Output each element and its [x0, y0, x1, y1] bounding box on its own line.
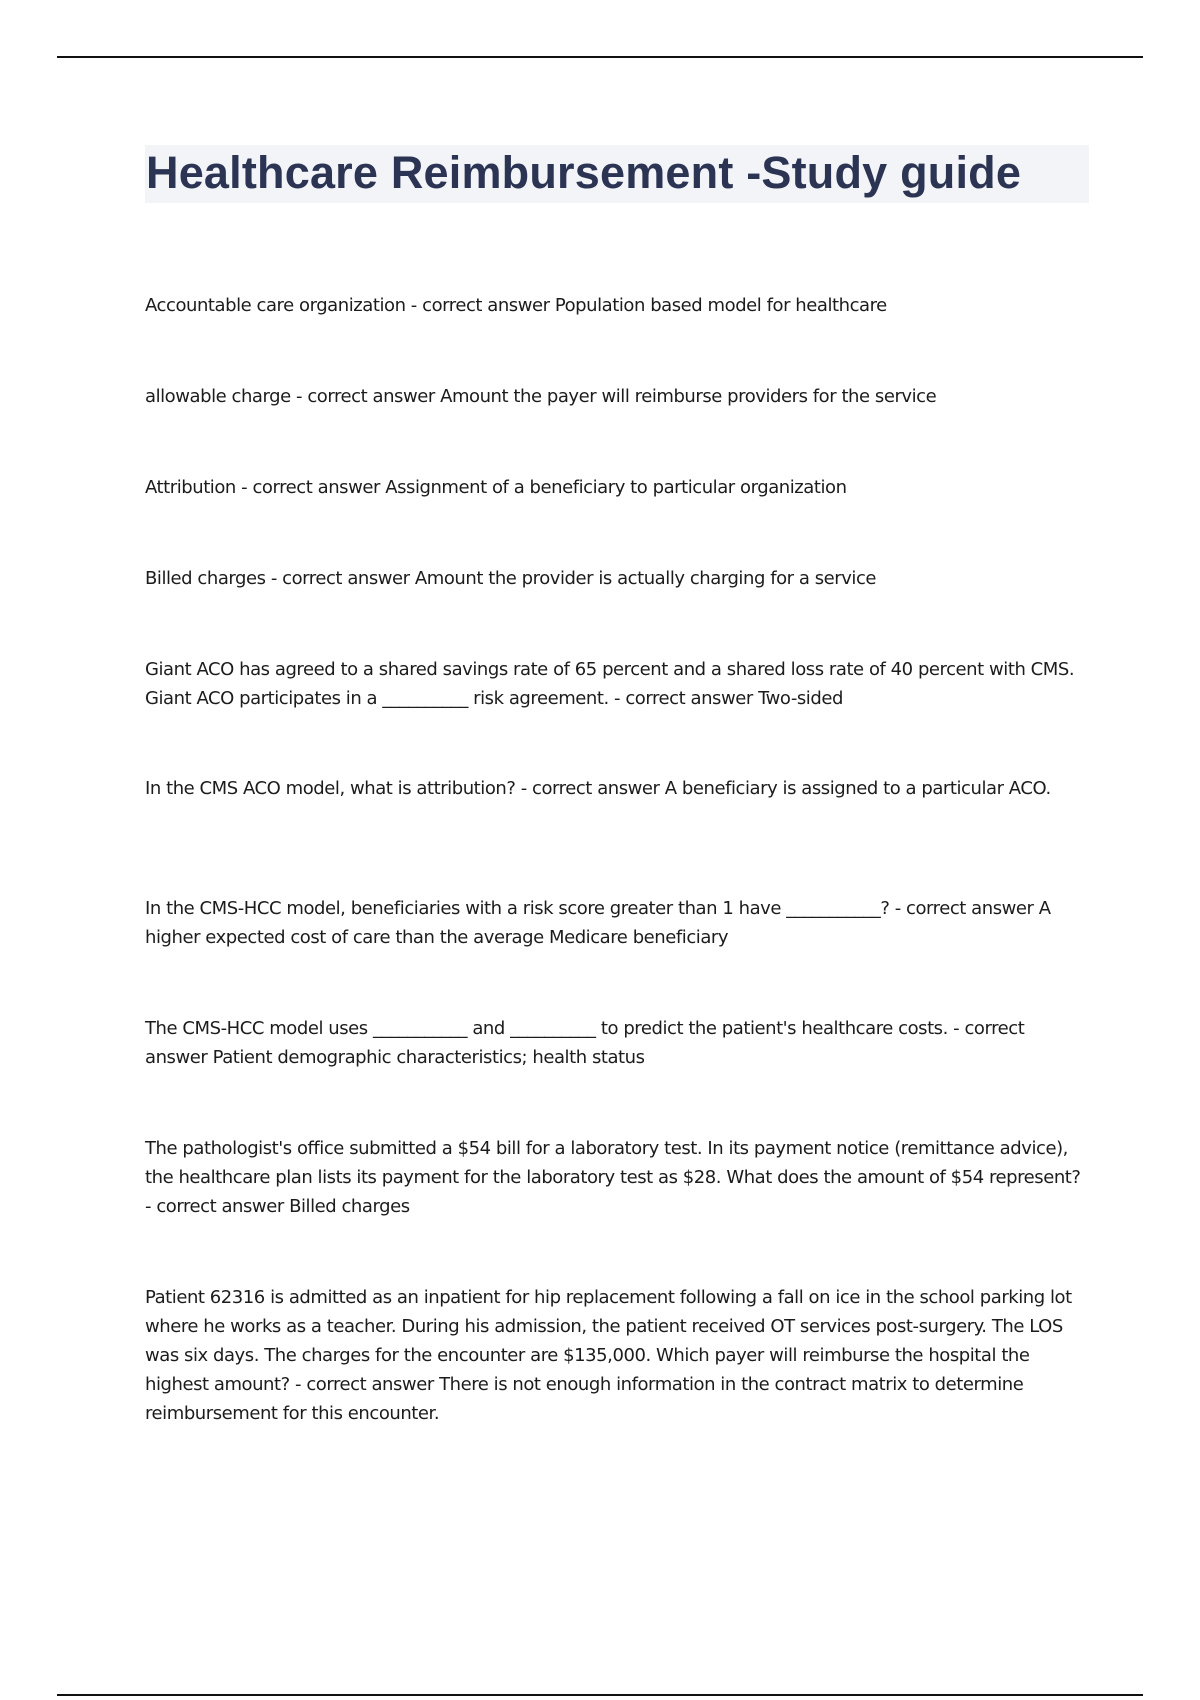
- qa-answer: Billed charges: [289, 1196, 410, 1217]
- qa-answer: Two-sided: [758, 688, 843, 709]
- qa-item: [145, 382, 1090, 411]
- qa-answer: Amount the payer will reimburse providers for the service: [440, 386, 937, 407]
- qa-separator: - correct answer: [608, 688, 759, 709]
- qa-answer: A higher expected cost of care than the average Medicare beneficiary: [145, 898, 1051, 948]
- page-title: Healthcare Reimbursement -Study guide: [146, 147, 1022, 198]
- qa-answer: Population based model for healthcare: [554, 295, 887, 316]
- qa-item: [145, 774, 1090, 803]
- qa-question: allowable charge: [145, 386, 291, 407]
- qa-separator: - correct answer: [889, 898, 1039, 919]
- qa-question: The CMS-HCC model uses ___________ and __________ to predict the patient's healthcare costs.: [145, 1018, 948, 1039]
- qa-item: [145, 1283, 1090, 1428]
- qa-answer: Assignment of a beneficiary to particular organization: [385, 477, 847, 498]
- qa-separator: - correct answer: [289, 1374, 440, 1395]
- qa-item: [145, 564, 1090, 593]
- qa-separator: - correct answer: [405, 295, 555, 316]
- qa-answer: Patient demographic characteristics; health status: [212, 1047, 645, 1068]
- qa-answer: Amount the provider is actually charging for a service: [414, 568, 877, 589]
- qa-question: In the CMS-HCC model, beneficiaries with a risk score greater than 1 have ___________?: [145, 898, 890, 919]
- qa-answer: A beneficiary is assigned to a particular ACO.: [664, 778, 1051, 799]
- qa-separator: - correct answer: [515, 778, 665, 799]
- qa-item: [145, 291, 1090, 320]
- qa-item: [145, 1134, 1090, 1221]
- qa-separator: - correct answer: [145, 1196, 290, 1217]
- bottom-divider: [57, 1694, 1143, 1696]
- qa-item: [145, 1014, 1090, 1072]
- qa-item: [145, 655, 1090, 713]
- top-divider: [57, 56, 1143, 58]
- qa-question: Billed charges: [145, 568, 266, 589]
- qa-separator: - correct answer: [145, 1018, 1025, 1068]
- qa-question: Accountable care organization: [145, 295, 406, 316]
- qa-question: Giant ACO has agreed to a shared savings rate of 65 percent and a shared loss rate of 40 percent with CMS. Giant ACO participates in a __________ risk agreement.: [145, 659, 1075, 709]
- qa-question: Patient 62316 is admitted as an inpatient for hip replacement following a fall on ice in the school parking lot where he works as a teacher. During his admission, the patient received OT services post-surgery. The LOS was six days. The charges for the encounter are $135,000. Which payer will reimburse the hospital the highest amount?: [145, 1287, 1072, 1395]
- qa-question: The pathologist's office submitted a $54 bill for a laboratory test. In its payment notice (remittance advice), the healthcare plan lists its payment for the laboratory test as $28. What does the amount of $54 represent?: [145, 1138, 1081, 1188]
- qa-answer: There is not enough information in the contract matrix to determine reimbursement for this encounter.: [145, 1374, 1024, 1424]
- qa-separator: - correct answer: [235, 477, 386, 498]
- qa-question: In the CMS ACO model, what is attribution?: [145, 778, 516, 799]
- qa-separator: - correct answer: [290, 386, 441, 407]
- qa-separator: - correct answer: [265, 568, 415, 589]
- qa-question: Attribution: [145, 477, 236, 498]
- qa-item: [145, 894, 1090, 952]
- qa-item: [145, 473, 1090, 502]
